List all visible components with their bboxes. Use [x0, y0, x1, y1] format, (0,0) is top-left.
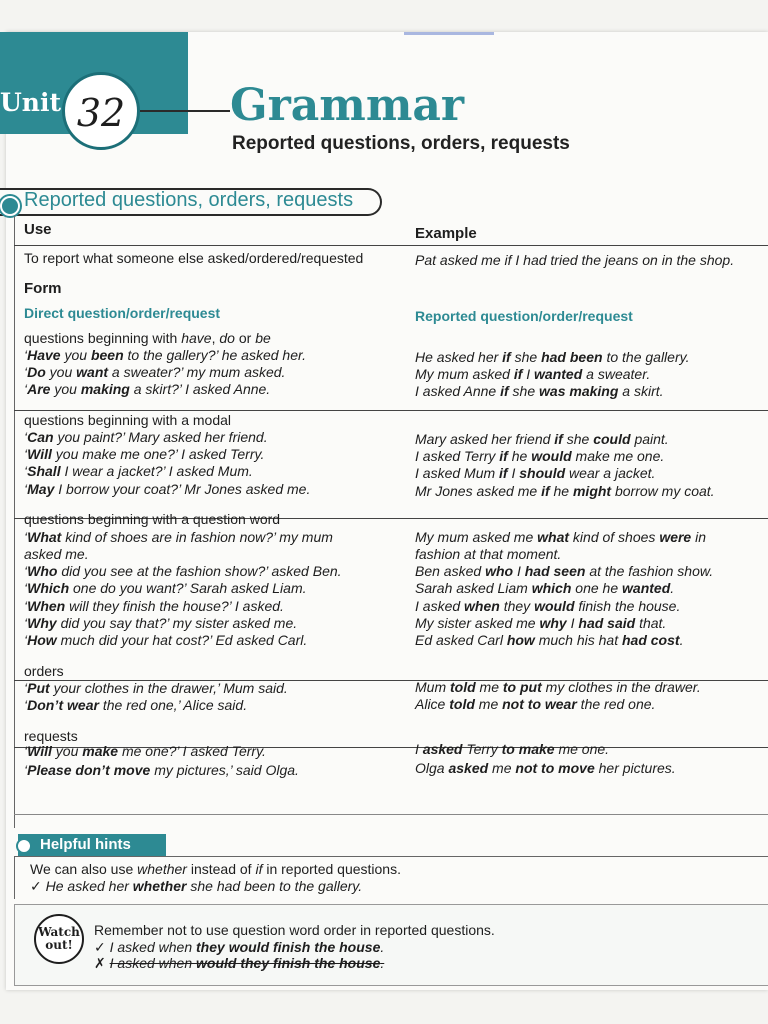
- example-header: Example: [415, 225, 477, 242]
- reported-sentence: Sarah asked Liam which one he wanted.: [415, 580, 675, 596]
- direct-sentence: ‘Are you making a skirt?’ I asked Anne.: [24, 381, 271, 397]
- reported-sentence: My mum asked if I wanted a sweater.: [415, 366, 651, 382]
- direct-sentence: ‘Why did you say that?’ my sister asked me.: [24, 615, 298, 631]
- direct-sentence: ‘Have you been to the gallery?’ he asked her.: [24, 347, 307, 363]
- group-label: questions beginning with a question word: [24, 511, 281, 527]
- group-label: orders: [24, 663, 64, 679]
- reported-sentence: I asked Terry if he would make me one.: [415, 448, 665, 464]
- example-text: Pat asked me if I had tried the jeans on in the shop.: [415, 252, 735, 268]
- top-accent-bar: [404, 32, 494, 35]
- direct-sentence: ‘Shall I wear a jacket?’ I asked Mum.: [24, 463, 253, 479]
- hint-example: ✓ He asked her whether she had been to the gallery.: [30, 878, 363, 894]
- divider: [14, 245, 768, 246]
- direct-sentence: ‘Can you paint?’ Mary asked her friend.: [24, 429, 268, 445]
- form-header: Form: [24, 280, 62, 297]
- divider: [14, 410, 768, 411]
- page-title: Grammar: [230, 80, 465, 131]
- section-bullet-icon: [0, 196, 20, 216]
- reported-sentence: He asked her if she had been to the gallery.: [415, 349, 690, 365]
- reported-sentence: My sister asked me why I had said that.: [415, 615, 667, 631]
- reported-sentence: My mum asked me what kind of shoes were in: [415, 529, 707, 545]
- direct-sentence: ‘What kind of shoes are in fashion now?’ my mum: [24, 529, 333, 545]
- direct-column-header: Direct question/order/request: [24, 305, 221, 321]
- direct-sentence: ‘Will you make me one?’ I asked Terry.: [24, 446, 265, 462]
- section-title: Reported questions, orders, requests: [24, 189, 354, 211]
- hints-bullet-icon: [16, 838, 32, 854]
- direct-sentence: ‘When will they finish the house?’ I asked.: [24, 598, 284, 614]
- reported-sentence: I asked when they would finish the house.: [415, 598, 681, 614]
- direct-sentence: ‘Will you make me one?’ I asked Terry.: [24, 743, 266, 759]
- group-label: requests: [24, 728, 78, 744]
- reported-sentence: I asked Terry to make me one.: [415, 741, 610, 757]
- direct-sentence: ‘Do you want a sweater?’ my mum asked.: [24, 364, 286, 380]
- reported-sentence: Mum told me to put my clothes in the drawer.: [415, 679, 701, 695]
- reported-sentence: fashion at that moment.: [415, 546, 562, 562]
- watch-out-correct: ✓ I asked when they would finish the house.: [94, 939, 385, 955]
- hint-line: We can also use whether instead of if in reported questions.: [30, 861, 401, 877]
- group-label: questions beginning with have, do or be: [24, 330, 271, 346]
- direct-sentence: ‘Put your clothes in the drawer,’ Mum said.: [24, 680, 288, 696]
- direct-sentence: ‘Who did you see at the fashion show?’ asked Ben.: [24, 563, 342, 579]
- reported-sentence: Olga asked me not to move her pictures.: [415, 760, 676, 776]
- reported-sentence: I asked Anne if she was making a skirt.: [415, 383, 664, 399]
- reported-sentence: Alice told me not to wear the red one.: [415, 696, 656, 712]
- reported-sentence: Ed asked Carl how much his hat had cost.: [415, 632, 684, 648]
- direct-sentence: asked me.: [24, 546, 89, 562]
- table-bottom-border: [14, 814, 768, 815]
- watch-out-rule: Remember not to use question word order in reported questions.: [94, 922, 495, 938]
- reported-column-header: Reported question/order/request: [415, 308, 633, 324]
- use-text: To report what someone else asked/ordered/requested: [24, 250, 364, 266]
- watch-out-incorrect: ✗ I asked when would they finish the house.: [94, 955, 385, 971]
- direct-sentence: ‘Please don’t move my pictures,’ said Olga.: [24, 762, 299, 778]
- group-label: questions beginning with a modal: [24, 412, 232, 428]
- direct-sentence: ‘Don’t wear the red one,’ Alice said.: [24, 697, 248, 713]
- unit-label: Unit: [0, 88, 62, 117]
- use-header: Use: [24, 221, 52, 238]
- unit-number-badge: [62, 72, 140, 150]
- page-subtitle: Reported questions, orders, requests: [232, 133, 570, 154]
- unit-number: 32: [76, 91, 126, 135]
- watch-out-badge: Watch out!: [34, 914, 84, 964]
- reported-sentence: I asked Mum if I should wear a jacket.: [415, 465, 656, 481]
- reported-sentence: Mr Jones asked me if he might borrow my coat.: [415, 483, 715, 499]
- direct-sentence: ‘Which one do you want?’ Sarah asked Liam.: [24, 580, 307, 596]
- direct-sentence: ‘How much did your hat cost?’ Ed asked Carl.: [24, 632, 308, 648]
- title-connector-line: [140, 110, 230, 112]
- reported-sentence: Mary asked her friend if she could paint.: [415, 431, 669, 447]
- reported-sentence: Ben asked who I had seen at the fashion show.: [415, 563, 714, 579]
- helpful-hints-tab: Helpful hints: [18, 834, 166, 856]
- direct-sentence: ‘May I borrow your coat?’ Mr Jones asked me.: [24, 481, 311, 497]
